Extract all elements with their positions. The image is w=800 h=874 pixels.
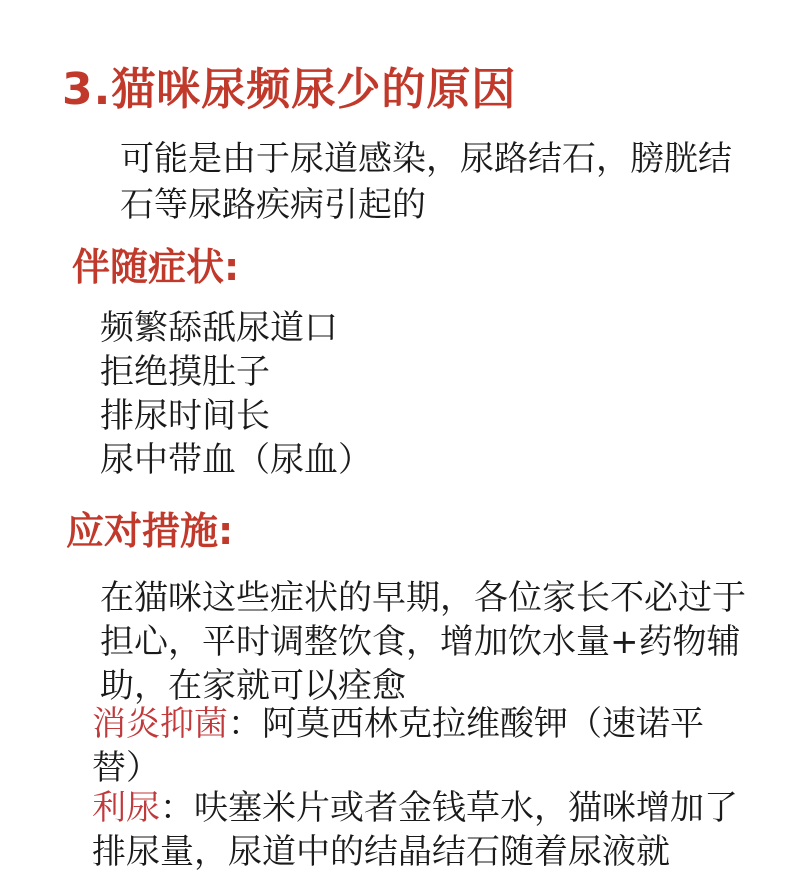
- cause-text: 可能是由于尿道感染，尿路结石，膀胱结石等尿路疾病引起的: [120, 139, 732, 225]
- page-title: 3.猫咪尿频尿少的原因: [62, 64, 517, 115]
- measures-heading: 应对措施:: [66, 509, 234, 553]
- symptom-item: 频繁舔舐尿道口: [100, 308, 338, 348]
- measures-intro: 在猫咪这些症状的早期，各位家长不必过于担心，平时调整饮食，增加饮水量+药物辅助，在家就可以痊愈: [100, 578, 746, 706]
- symptom-item: 拒绝摸肚子: [100, 352, 270, 392]
- medication-item-anti-inflammatory: [92, 702, 752, 790]
- medication-item-diuretic: [92, 786, 752, 874]
- symptom-item: 排尿时间长: [100, 396, 270, 436]
- symptoms-heading: 伴随症状:: [72, 245, 240, 289]
- medication-label: 消炎抑菌: [92, 704, 228, 744]
- medication-text: ：呋塞米片或者金钱草水，猫咪增加了排尿量，尿道中的结晶结石随着尿液就: [92, 788, 738, 872]
- symptom-list: [100, 306, 372, 482]
- medication-label: 利尿: [92, 788, 160, 828]
- medication-text: ：阿莫西林克拉维酸钾（速诺平替）: [92, 704, 704, 788]
- symptom-item: 尿中带血（尿血）: [100, 440, 372, 480]
